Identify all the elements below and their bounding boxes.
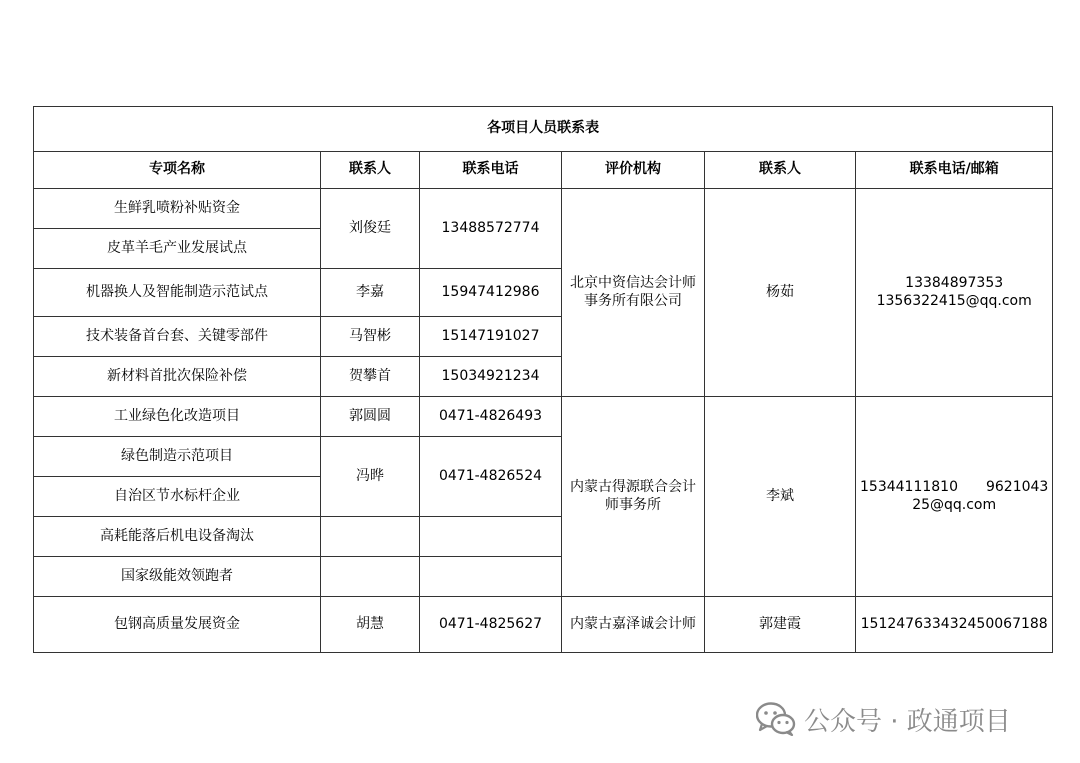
- contact-phone: 13488572774: [420, 189, 562, 269]
- watermark: [756, 700, 1011, 738]
- agency-name: 内蒙古嘉泽诚会计师: [562, 597, 705, 653]
- header-agency: 评价机构: [562, 152, 705, 189]
- contact-name: [321, 557, 420, 597]
- contact-name: 马智彬: [321, 317, 420, 357]
- contact-phone: 15147191027: [420, 317, 562, 357]
- project-name: 生鲜乳喷粉补贴资金: [34, 189, 321, 229]
- contact-name: 刘俊廷: [321, 189, 420, 269]
- contact-name: [321, 517, 420, 557]
- contact-phone: 0471-4825627: [420, 597, 562, 653]
- agency-contact: 郭建霞: [705, 597, 856, 653]
- agency-phone-email: 15124763343245006718​8: [856, 597, 1053, 653]
- project-name: 自治区节水标杆企业: [34, 477, 321, 517]
- agency-contact: 杨茹: [705, 189, 856, 397]
- contact-phone: [420, 557, 562, 597]
- table-title: 各项目人员联系表: [34, 107, 1053, 152]
- contact-name: 李嘉: [321, 269, 420, 317]
- project-name: 国家级能效领跑者: [34, 557, 321, 597]
- table-row: [34, 597, 1053, 653]
- project-name: 技术装备首台套、关键零部件: [34, 317, 321, 357]
- header-agency-contact: 联系人: [705, 152, 856, 189]
- contact-name: 胡慧: [321, 597, 420, 653]
- project-name: 高耗能落后机电设备淘汰: [34, 517, 321, 557]
- header-agency-phone-email: 联系电话/邮箱: [856, 152, 1053, 189]
- contact-name: 贺攀首: [321, 357, 420, 397]
- agency-name: 北京中资信达会计师 事务所有限公司: [562, 189, 705, 397]
- table-row: [34, 397, 1053, 437]
- contact-table: [33, 106, 1053, 653]
- header-row: [34, 152, 1053, 189]
- wechat-icon: [756, 702, 796, 736]
- contact-name: 冯晔: [321, 437, 420, 517]
- header-project-name: 专项名称: [34, 152, 321, 189]
- contact-phone: [420, 517, 562, 557]
- agency-name: 内蒙古得源联合会计 师事务所: [562, 397, 705, 597]
- contact-phone: 0471-4826524: [420, 437, 562, 517]
- project-name: 皮革羊毛产业发展试点: [34, 229, 321, 269]
- header-phone: 联系电话: [420, 152, 562, 189]
- watermark-text: 公众号 · 政通项目: [804, 706, 1011, 737]
- contact-phone: 15034921234: [420, 357, 562, 397]
- agency-phone-email: 15344111810 9621043 25@qq.com: [856, 397, 1053, 597]
- project-name: 机器换人及智能制造示范试点: [34, 269, 321, 317]
- agency-contact: 李斌: [705, 397, 856, 597]
- contact-name: 郭圆圆: [321, 397, 420, 437]
- contact-phone: 15947412986: [420, 269, 562, 317]
- project-name: 工业绿色化改造项目: [34, 397, 321, 437]
- project-name: 包钢高质量发展资金: [34, 597, 321, 653]
- project-name: 绿色制造示范项目: [34, 437, 321, 477]
- project-name: 新材料首批次保险补偿: [34, 357, 321, 397]
- header-contact: 联系人: [321, 152, 420, 189]
- table-row: [34, 189, 1053, 229]
- contact-phone: 0471-4826493: [420, 397, 562, 437]
- agency-phone-email: 13384897353 1356322415@qq.com: [856, 189, 1053, 397]
